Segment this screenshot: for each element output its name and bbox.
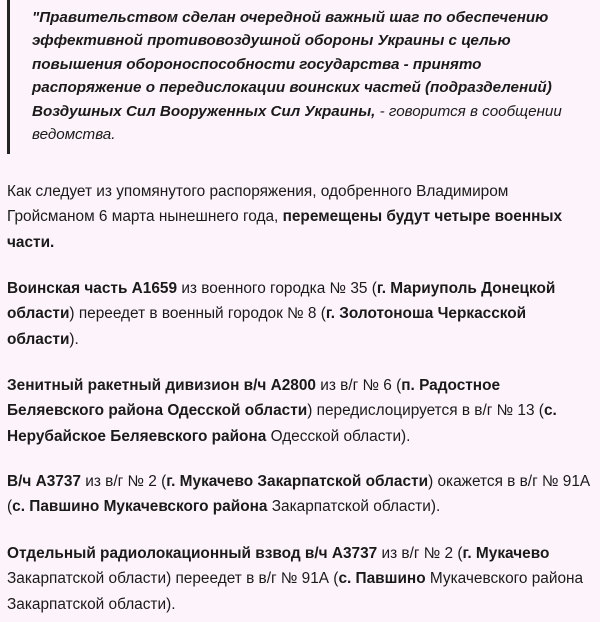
paragraph-bold: с. Павшино — [338, 570, 426, 588]
paragraph-text: из военного городка № 35 ( — [177, 280, 377, 297]
paragraph-intro — [7, 179, 595, 255]
paragraph-text: ) окажется в в/г № 91А ( — [7, 473, 591, 516]
paragraph-bold: с. Павшино Мукачевского района — [12, 498, 268, 516]
paragraph-unit-a3737 — [7, 469, 595, 520]
paragraph-text: Как следует из упомянутого распоряжения, одобренного Владимиром Гройсманом 6 марта нынешнего года, — [7, 183, 509, 226]
paragraph-text: из в/г № 2 ( — [80, 473, 167, 490]
paragraph-unit-a2800 — [7, 373, 595, 449]
paragraph-bold: Зенитный ракетный дивизион в/ч А2800 — [7, 377, 316, 394]
paragraph-text: ). — [69, 330, 79, 348]
paragraph-bold: г. Золотоноша Черкасской области — [7, 305, 527, 348]
paragraph-bold: г. Мукачево Закарпатской области — [166, 473, 429, 490]
paragraph-text: Мукачевского района Закарпатской области). — [7, 570, 584, 613]
paragraph-text: Закарпатской области). — [267, 498, 441, 516]
paragraph-bold: В/ч А3737 — [7, 473, 81, 490]
paragraph-bold: перемещены будут четыре военных части. — [7, 208, 563, 251]
paragraph-text: ) передислоцируется в в/г № 13 ( — [307, 402, 544, 420]
paragraph-radar-platoon — [7, 541, 595, 617]
paragraph-text: Одесской области). — [266, 427, 411, 445]
blockquote — [7, 0, 592, 154]
paragraph-text: из в/г № 2 ( — [377, 545, 463, 562]
paragraph-text: ) переедет в военный городок № 8 ( — [69, 305, 326, 323]
paragraph-bold: Воинская часть А1659 — [7, 280, 178, 297]
paragraph-unit-a1659 — [7, 276, 595, 352]
paragraph-bold: с. Нерубайское Беляевского района — [7, 402, 557, 445]
paragraph-text: из в/г № 6 ( — [315, 377, 402, 394]
quote-bold-text: "Правительством сделан очередной важный шаг по обеспечению эффективной противовоздушной обороны Украины с целью повышения обороноспособности государства - принято распоряжение о передислокации воинских частей (подразделений) Воздушных Сил Вооруженных Сил Украины, — [32, 9, 552, 120]
quote-attribution: - говорится в сообщении ведомства. — [32, 102, 562, 144]
paragraph-bold: г. Мукачево — [462, 545, 550, 562]
paragraph-text: Закарпатской области) переедет в в/г № 91А ( — [7, 570, 339, 588]
paragraph-bold: Отдельный радиолокационный взвод в/ч А3737 — [7, 545, 378, 562]
paragraph-bold: п. Радостное Беляевского района Одесской области — [7, 377, 501, 420]
paragraph-bold: г. Мариуполь Донецкой области — [7, 280, 556, 323]
